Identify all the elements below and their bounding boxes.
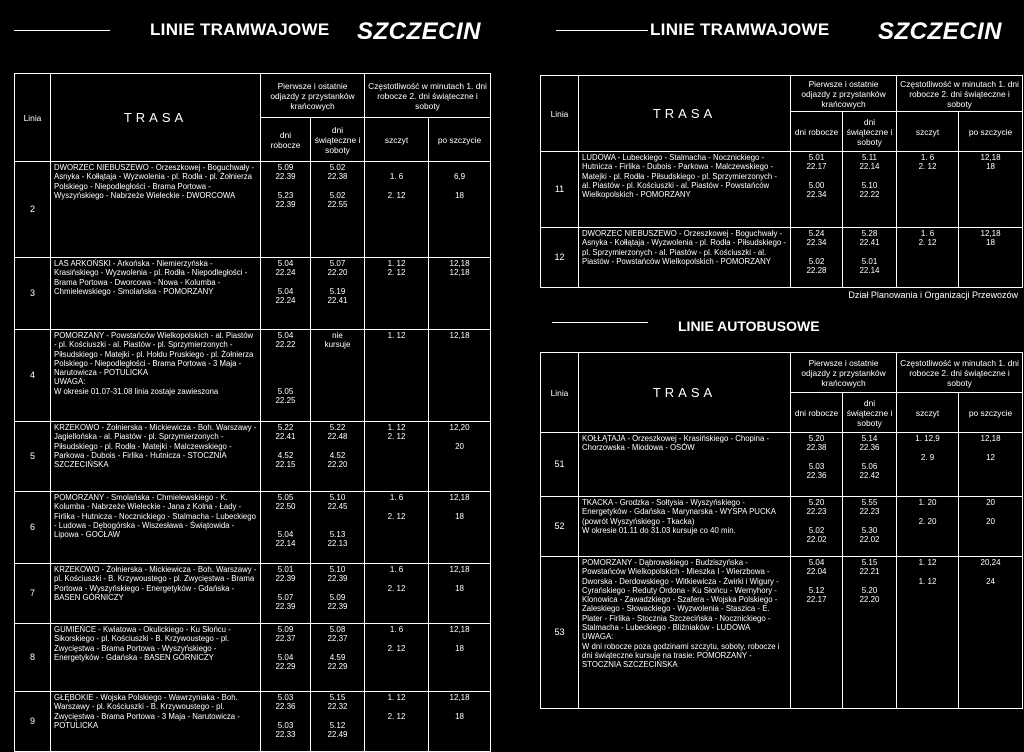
left-header	[0, 18, 492, 48]
offpeak-frequency: 20,24 24	[959, 557, 1023, 709]
route-description: POMORZANY - Dąbrowskiego - Budziszyńska - Powstańców Wielkopolskich - Mieszka I - Wierzbowa - Dworska - Derdowskiego - Witkiewicza - Żwirki i Wigury - Cyrańskiego - Reduty Ordona - Ku Słońcu - Wernyhory - Klonowica - Zawadzkiego - Szafera - Wojska Polskiego - Zaleskiego - Słowackiego - Wyzwolenia - Staszica - E. Plater - Firlika - Stocznia Szczecińska - Nocznickiego - Stalmacha - Lubeckiego - Bliźniaków - LUDOWA UWAGA: W dni robocze poza godzinami szczytu, soboty, robocze i dni świąteczne kursuje na trasie: POMORZANY - STOCZNIA SZCZECIŃSKA	[579, 557, 791, 709]
col-holiday-header: dni świąteczne i soboty	[843, 112, 897, 152]
holiday-times: 5.14 22.36 5.06 22.42	[843, 433, 897, 497]
col-weekday-header: dni robocze	[791, 112, 843, 152]
route-description: KRZEKOWO - Żołnierska - Mickiewicza - Boh. Warszawy - pl. Kościuszki - B. Krzywoustego - pl. Zwycięstwa - Brama Portowa - Wyszyńskiego - Energetyków - Gdańska - BASEN GÓRNICZY	[51, 564, 261, 624]
holiday-times: 5.07 22.20 5.19 22.41	[311, 258, 365, 330]
weekday-times: 5.09 22.39 5.23 22.39	[261, 162, 311, 258]
line-number: 11	[541, 152, 579, 228]
col-frequency-header: Częstotliwość w minutach 1. dni robocze 2. dni świąteczne i soboty	[897, 353, 1023, 393]
table-row	[15, 422, 491, 492]
rush-frequency: 1. 6 2. 12	[365, 492, 429, 564]
route-description: DWORZEC NIEBUSZEWO - Orzeszkowej - Boguchwały - Asnyka - Kołłątaja - Wyzwolenia - pl. Rodła - pl. Żołnierza Polskiego - Niepodległości - Brama Portowa - Wyszyńskiego - Nabrzeże Wieleckie - DWORCOWA	[51, 162, 261, 258]
col-frequency-header: Częstotliwość w minutach 1. dni robocze 2. dni świąteczne i soboty	[897, 76, 1023, 112]
tram-table-left	[14, 73, 491, 752]
section-rule	[552, 322, 648, 323]
col-route-header: TRASA	[579, 76, 791, 152]
line-number: 7	[15, 564, 51, 624]
header-rule	[556, 30, 648, 31]
city-name: SZCZECIN	[878, 18, 1002, 45]
weekday-times: 5.20 22.23 5.02 22.02	[791, 497, 843, 557]
col-line-header: Linia	[541, 76, 579, 152]
route-description: KOŁŁĄTAJA - Orzeszkowej - Krasińskiego - Chopina - Chorzowska - Miodowa - OSÓW	[579, 433, 791, 497]
offpeak-frequency: 12,18 12,18	[429, 258, 491, 330]
offpeak-frequency: 12,18	[429, 330, 491, 422]
table-row	[541, 557, 1023, 709]
line-number: 6	[15, 492, 51, 564]
route-description: LAS ARKOŃSKI - Arkońska - Niemierzyńska - Krasińskiego - Wyzwolenia - pl. Rodła - Niepodległości - Brama Portowa - Dworcowa - Nowa - Kolumba - Chmielewskiego - Smolańska - POMORZANY	[51, 258, 261, 330]
holiday-times: 5.15 22.21 5.20 22.20	[843, 557, 897, 709]
page-title: LINIE TRAMWAJOWE	[150, 20, 330, 39]
rush-frequency: 1. 6 2. 12	[897, 228, 959, 288]
rush-frequency: 1. 6 2. 12	[365, 162, 429, 258]
col-line-header: Linia	[541, 353, 579, 433]
table-row	[541, 497, 1023, 557]
holiday-times: nie kursuje	[311, 330, 365, 422]
route-description: KRZEKOWO - Żołnierska - Mickiewicza - Boh. Warszawy - Jagiellońska - al. Piastów - pl. Sprzymierzonych - Piłsudskiego - pl. Rodła - Matejki - Malczewskiego - Parkowa - Dubois - Firlika - Hutnicza - STOCZNIA SZCZECIŃSKA	[51, 422, 261, 492]
right-header	[532, 18, 1024, 48]
table-row	[15, 624, 491, 692]
line-number: 51	[541, 433, 579, 497]
rush-frequency: 1. 12	[365, 330, 429, 422]
offpeak-frequency: 12,18 18	[429, 624, 491, 692]
line-number: 9	[15, 692, 51, 752]
weekday-times: 5.03 22.36 5.03 22.33	[261, 692, 311, 752]
col-weekday-header: dni robocze	[261, 118, 311, 162]
col-offpeak-header: po szczycie	[959, 393, 1023, 433]
holiday-times: 5.22 22.48 4.52 22.20	[311, 422, 365, 492]
col-rush-header: szczyt	[897, 393, 959, 433]
col-rush-header: szczyt	[897, 112, 959, 152]
rush-frequency: 1. 12 2. 12	[365, 422, 429, 492]
tram-table-right	[540, 75, 1023, 288]
rush-frequency: 1. 12 2. 12	[365, 258, 429, 330]
offpeak-frequency: 20 20	[959, 497, 1023, 557]
route-description: GUMIEŃCE - Kwiatowa - Okulickiego - Ku Słońcu - Sikorskiego - pl. Kościuszki - B. Krzywoustego - pl. Zwycięstwa - Brama Portowa - Wyszyńskiego - Energetyków - Gdańska - BASEN GÓRNICZY	[51, 624, 261, 692]
col-weekday-header: dni robocze	[791, 393, 843, 433]
weekday-times: 5.22 22.41 4.52 22.15	[261, 422, 311, 492]
route-description: LUDOWA - Lubeckiego - Stalmacha - Nocznickiego - Hutnicza - Firlika - Dubois - Parkowa - Malczewskiego - Matejki - pl. Rodła - Piłsudskiego - pl. Sprzymierzonych - al. Piastów - pl. Kościuszki - al. Piastów - Powstańców Wielkopolskich - POMORZANY	[579, 152, 791, 228]
offpeak-frequency: 12,18 12	[959, 433, 1023, 497]
holiday-times: 5.02 22.38 5.02 22.55	[311, 162, 365, 258]
col-firstlast-header: Pierwsze i ostatnie odjazdy z przystanków krańcowych	[791, 353, 897, 393]
page-title: LINIE TRAMWAJOWE	[650, 20, 830, 39]
table-row	[541, 152, 1023, 228]
table-row	[15, 692, 491, 752]
col-frequency-header: Częstotliwość w minutach 1. dni robocze 2. dni świąteczne i soboty	[365, 74, 491, 118]
line-number: 4	[15, 330, 51, 422]
col-route-header: TRASA	[579, 353, 791, 433]
rush-frequency: 1. 20 2. 20	[897, 497, 959, 557]
weekday-times: 5.04 22.04 5.12 22.17	[791, 557, 843, 709]
line-number: 52	[541, 497, 579, 557]
weekday-times: 5.20 22.38 5.03 22.36	[791, 433, 843, 497]
holiday-times: 5.10 22.45 5.13 22.13	[311, 492, 365, 564]
col-rush-header: szczyt	[365, 118, 429, 162]
table-row	[15, 258, 491, 330]
table-row	[541, 228, 1023, 288]
line-number: 2	[15, 162, 51, 258]
line-number: 3	[15, 258, 51, 330]
col-offpeak-header: po szczycie	[429, 118, 491, 162]
weekday-times: 5.24 22.34 5.02 22.28	[791, 228, 843, 288]
weekday-times: 5.04 22.22 5.05 22.25	[261, 330, 311, 422]
offpeak-frequency: 12,18 18	[429, 564, 491, 624]
col-holiday-header: dni świąteczne i soboty	[843, 393, 897, 433]
table-row	[541, 433, 1023, 497]
header-rule	[14, 30, 110, 31]
city-name: SZCZECIN	[357, 18, 481, 45]
weekday-times: 5.04 22.24 5.04 22.24	[261, 258, 311, 330]
weekday-times: 5.09 22.37 5.04 22.29	[261, 624, 311, 692]
route-description: GŁĘBOKIE - Wojska Polskiego - Wawrzyniaka - Boh. Warszawy - pl. Kościuszki - B. Krzywoustego - pl. Zwycięstwa - Brama Portowa - 3 Maja - Narutowicza - POTULICKA	[51, 692, 261, 752]
col-line-header: Linia	[15, 74, 51, 162]
rush-frequency: 1. 12,9 2. 9	[897, 433, 959, 497]
holiday-times: 5.08 22.37 4.59 22.29	[311, 624, 365, 692]
table-row	[15, 564, 491, 624]
holiday-times: 5.15 22.32 5.12 22.49	[311, 692, 365, 752]
route-description: DWORZEC NIEBUSZEWO - Orzeszkowej - Boguchwały - Asnyka - Kołłątaja - Wyzwolenia - pl. Rodła - Piłsudskiego - pl. Sprzymierzonych - al. Piastów - pl. Kościuszki - al. Piastów - Powstańców Wielkopolskich - POMORZANY	[579, 228, 791, 288]
rush-frequency: 1. 12 1. 12	[897, 557, 959, 709]
route-description: TKACKA - Grodzka - Sołtysia - Wyszyńskiego - Energetyków - Gdańska - Marynarska - WYSPA PUCKA (powrót Wyszyńskiego - Tkacka) W okresie 01.11 do 31.03 kursuje co 40 min.	[579, 497, 791, 557]
line-number: 53	[541, 557, 579, 709]
bus-section-title: LINIE AUTOBUSOWE	[678, 318, 820, 334]
holiday-times: 5.11 22.14 5.10 22.22	[843, 152, 897, 228]
col-route-header: TRASA	[51, 74, 261, 162]
holiday-times: 5.28 22.41 5.01 22.14	[843, 228, 897, 288]
table-row	[15, 162, 491, 258]
right-page	[532, 0, 1024, 719]
table-row	[15, 492, 491, 564]
col-holiday-header: dni świąteczne i soboty	[311, 118, 365, 162]
offpeak-frequency: 12,18 18	[959, 152, 1023, 228]
col-firstlast-header: Pierwsze i ostatnie odjazdy z przystanków krańcowych	[791, 76, 897, 112]
left-page	[0, 0, 492, 740]
table-row	[15, 330, 491, 422]
col-offpeak-header: po szczycie	[959, 112, 1023, 152]
rush-frequency: 1. 6 2. 12	[897, 152, 959, 228]
rush-frequency: 1. 6 2. 12	[365, 564, 429, 624]
weekday-times: 5.01 22.17 5.00 22.34	[791, 152, 843, 228]
department-label: Dział Planowania i Organizacji Przewozów	[848, 290, 1018, 300]
rush-frequency: 1. 12 2. 12	[365, 692, 429, 752]
weekday-times: 5.01 22.39 5.07 22.39	[261, 564, 311, 624]
holiday-times: 5.10 22.39 5.09 22.39	[311, 564, 365, 624]
line-number: 5	[15, 422, 51, 492]
offpeak-frequency: 12,18 18	[429, 492, 491, 564]
offpeak-frequency: 12,18 18	[429, 692, 491, 752]
offpeak-frequency: 6,9 18	[429, 162, 491, 258]
rush-frequency: 1. 6 2. 12	[365, 624, 429, 692]
route-description: POMORZANY - Smolańska - Chmielewskiego - K. Kolumba - Nabrzeże Wieleckie - Jana z Kolna - Łady - Firlika - Hutnicza - Nocznickiego - Stalmacha - Lubeckiego - Ludowa - Dębogórska - Wiszesława - Świątowida - Lipowa - GOCŁAW	[51, 492, 261, 564]
line-number: 12	[541, 228, 579, 288]
offpeak-frequency: 12,18 18	[959, 228, 1023, 288]
holiday-times: 5.55 22.23 5.30 22.02	[843, 497, 897, 557]
col-firstlast-header: Pierwsze i ostatnie odjazdy z przystanków krańcowych	[261, 74, 365, 118]
line-number: 8	[15, 624, 51, 692]
weekday-times: 5.05 22.50 5.04 22.14	[261, 492, 311, 564]
offpeak-frequency: 12,20 20	[429, 422, 491, 492]
bus-table	[540, 352, 1023, 709]
route-description: POMORZANY - Powstańców Wielkopolskich - al. Piastów - pl. Kościuszki - al. Piastów - pl. Sprzymierzonych - Piłsudskiego - Matejki - pl. Hołdu Pruskiego - pl. Żołnierza Polskiego - Niepodległości - Brama Portowa - 3 Maja - Narutowicza - POTULICKA UWAGA: W okresie 01.07-31.08 linia zostaje zawieszona	[51, 330, 261, 422]
